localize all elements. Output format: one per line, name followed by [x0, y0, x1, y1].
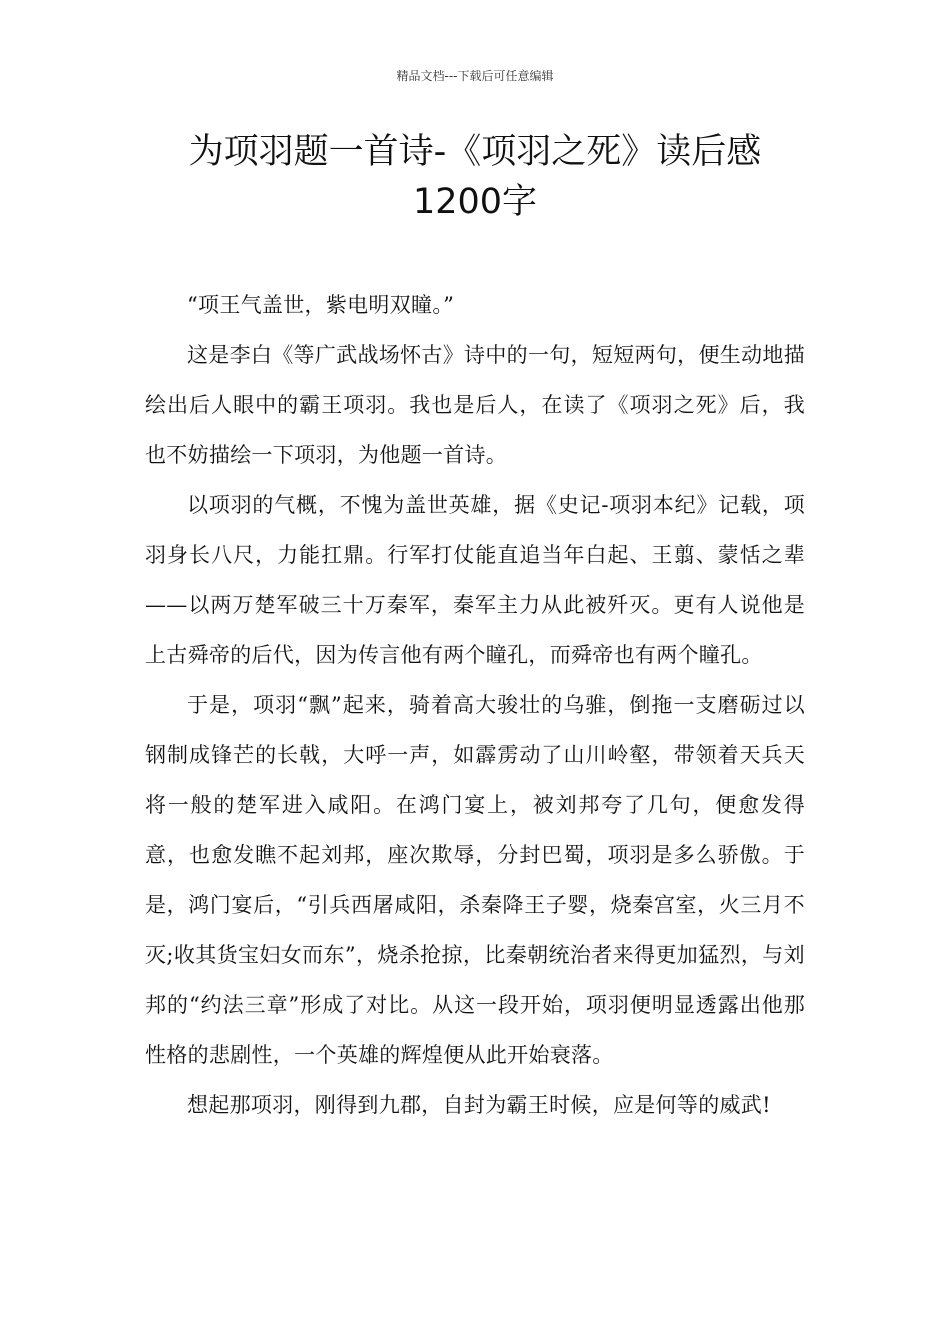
paragraph-4: 于是，项羽“飘”起来，骑着高大骏壮的乌骓，倒拖一支磨砺过以钢制成锋芒的长戟，大呼一声，如霹雳动了山川岭壑，带领着天兵天将一般的楚军进入咸阳。在鸿门宴上，被刘邦夸了几句，便愈发得意，也愈发瞧不起刘邦，座次欺辱，分封巴蜀，项羽是多么骄傲。于是，鸿门宴后，“引兵西屠咸阳，杀秦降王子婴，烧秦宫室，火三月不灭;收其货宝妇女而东”，烧杀抢掠，比秦朝统治者来得更加猛烈，与刘邦的“约法三章”形成了对比。从这一段开始，项羽便明显透露出他那性格的悲剧性，一个英雄的辉煌便从此开始衰落。 — [145, 693, 805, 1067]
document-body — [145, 280, 805, 1130]
title-line-1: 为项羽题一首诗-《项羽之死》读后感 — [188, 132, 762, 172]
header-note: 精品文档---下载后可任意编辑 — [396, 69, 554, 83]
paragraph-3: 以项羽的气概，不愧为盖世英雄，据《史记-项羽本纪》记载，项羽身长八尺，力能扛鼎。行军打仗能直追当年白起、王翦、蒙恬之辈——以两万楚军破三十万秦军，秦军主力从此被歼灭。更有人说他是上古舜帝的后代，因为传言他有两个瞳孔，而舜帝也有两个瞳孔。 — [145, 493, 805, 667]
title-line-2: 1200字 — [412, 182, 538, 222]
paragraph-5: 想起那项羽，刚得到九郡，自封为霸王时候，应是何等的威武! — [187, 1093, 771, 1117]
paragraph-2: 这是李白《等广武战场怀古》诗中的一句，短短两句，便生动地描绘出后人眼中的霸王项羽。我也是后人，在读了《项羽之死》后，我也不妨描绘一下项羽，为他题一首诗。 — [145, 343, 805, 467]
document-title — [120, 127, 830, 227]
paragraph-1: “项王气盖世，紫电明双瞳。” — [187, 293, 455, 317]
